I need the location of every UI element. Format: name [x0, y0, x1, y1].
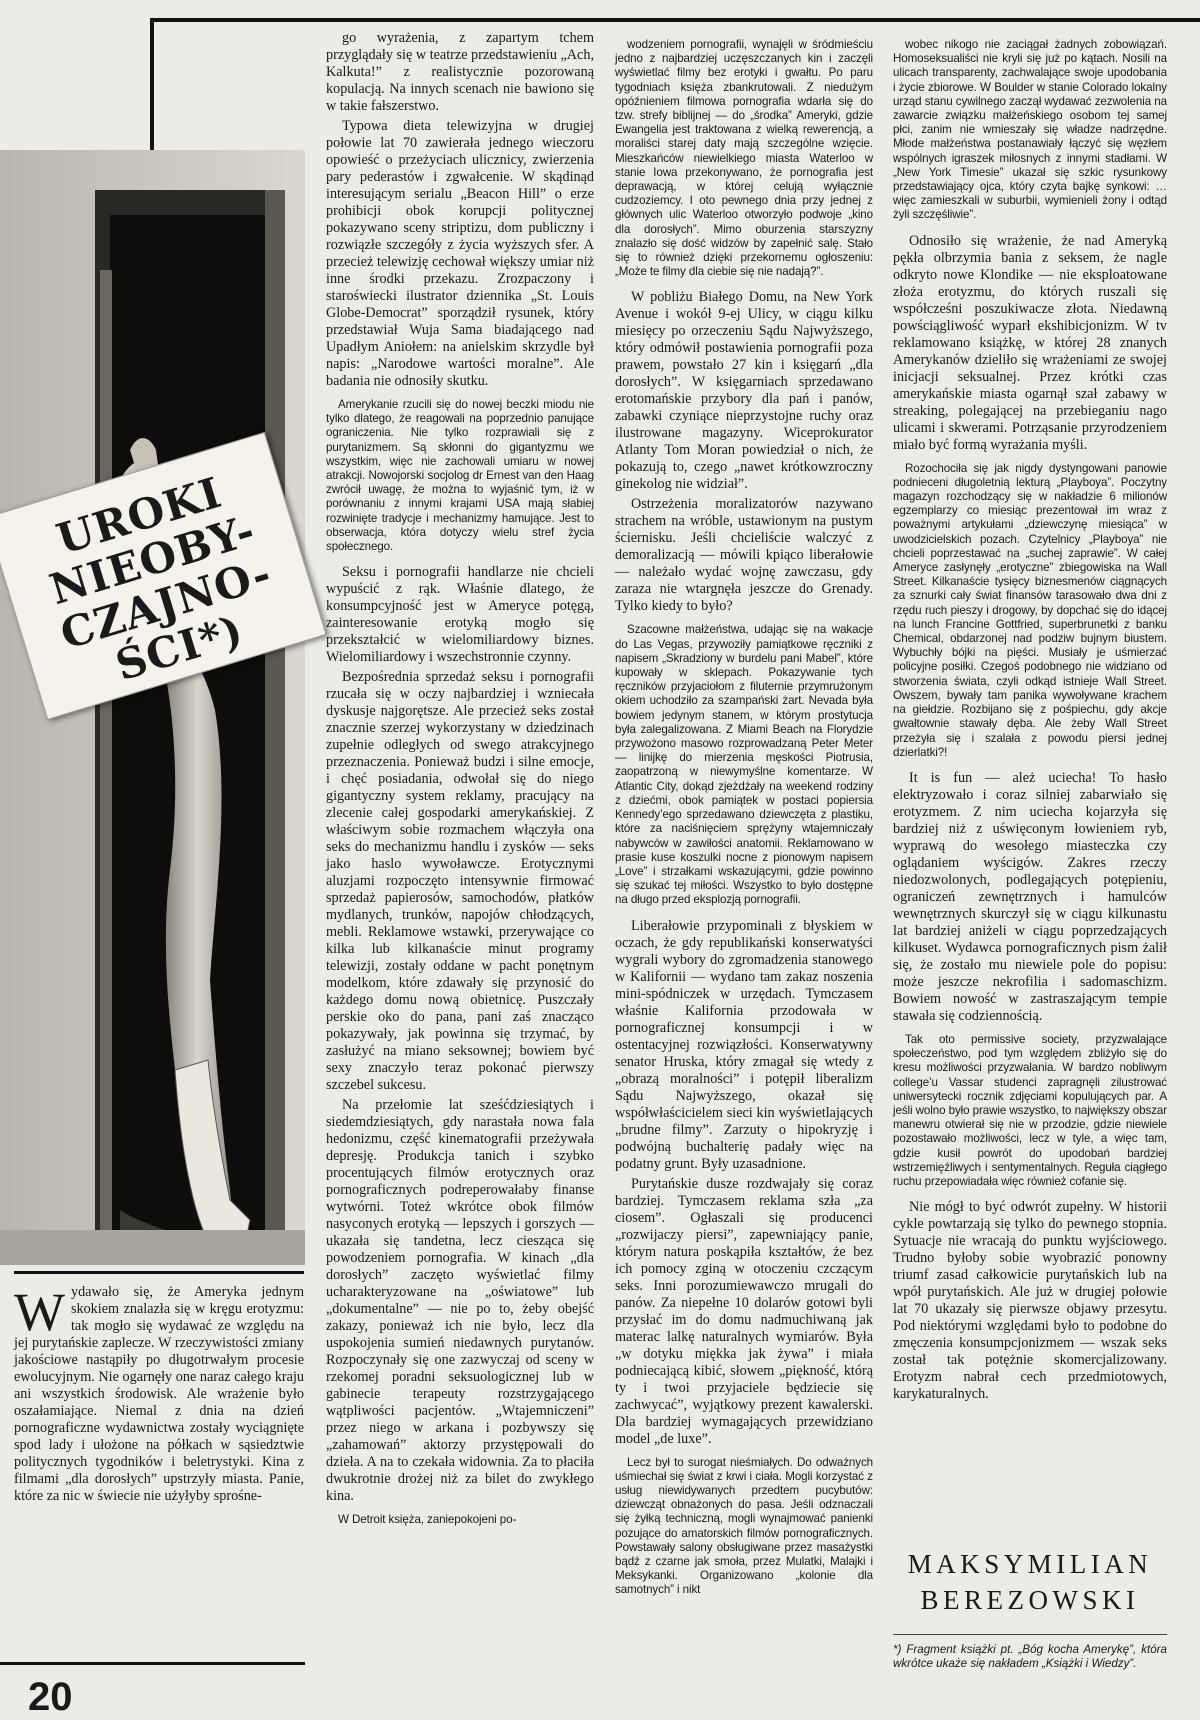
article-paragraph: Tak oto permissive society, przyzwalające społeczeństwo, pod tym względem zbliżyło się do kresu możliwości przyzwalania. W bardzo nobliwym college’u Vassar studenci zapragnęli zilustrować uniwersytecki rocznik zdjęciami kopulujących par. A jeśli wolno było prawie wszystko, to największy obszar manewru otwierał się nie w przodzie, gdzie niewiele pozostawało możliwości, lecz w tyle, a więc tam, gdzie kusił powrót do upodobań bardziej wstrzemięźliwych i sentymentalnych. Reguła ciągłego ruchu przepowiadała więc również cofanie się. — [893, 1032, 1167, 1188]
article-paragraph: Na przełomie lat sześćdziesiątych i siedemdziesiątych, gdy narastała nowa fala hedonizmu, część kinematografii przeżywała depresję. Produkcja tanich i szybko procentujących filmów erotycznych oraz pornograficznych podreperowałaby finanse wytwórni. Toteż wkrótce obok filmów nasyconych erotyką — lepszych i gorszych — ukazała się tandetna, lecz ciesząca się powodzeniem pornografia. W kinach „dla dorosłych” zaczęto wyświetlać filmy ucharakteryzowane na „oświatowe” lub „dokumentalne” — nie po to, żeby obejść zakazy, ponieważ ich nie było, lecz dla uspokojenia sumień niedawnych purytanów. Rozpoczynały się one zazwyczaj od sceny w rzekomej poradni seksuologicznej lub w gabinecie terapeuty rozstrzygającego wątpliwości pacjentów. „Wtajemniczeni” przez niego w arkana i pozbywszy się „zahamowań” aktorzy przystępowali do dzieła. A na to czekała widownia. Za to płaciła dwukrotnie drożej niż za bilet do zwykłego kina. — [326, 1097, 594, 1505]
intro-paragraph — [14, 1271, 304, 1505]
article-paragraph: go wyrażenia, z zapartym tchem przyglądały się w teatrze przedstawieniu „Ach, Kalkuta!” z realistycznie pozorowaną kopulacją. Na innych scenach nie bawiono się w takie fałszerstwo. — [326, 30, 594, 114]
article-paragraph: Odnosiło się wrażenie, że nad Ameryką pękła olbrzymia bania z seksem, że nagle odkryto nowe Klondike — nie eksploatowane złoża erotyzmu, do których ruszali się współcześni poszukiwacze złota. Niedawną powściągliwość wyparł ekshibicjonizm. W tv reklamowano książkę, w której 28 znanych Amerykanów dzieliło się wrażeniami ze swojej inicjacji seksualnej. Przez krótki czas amerykańskie miasta ogarnął szał zabawy w streaking, polegającej na przebieganiu nago ulicami i skwerami. Potrząsanie przyrodzeniem miało być formą wyrażania myśli. — [893, 232, 1167, 453]
dropcap-letter: W — [14, 1282, 65, 1342]
bottom-rule — [0, 1662, 305, 1665]
column-2 — [326, 30, 594, 1537]
article-paragraph: Rozochociła się jak nigdy dystyngowani panowie podnieceni długoletnią lekturą „Playboya”. Poczytny magazyn rozchodzący się w nakładzie 6 milionów egzemplarzy co miesiąc prezentował im wraz z poważnymi artykułami „dziewczynę miesiąca” w uwodzicielskich pozach. Czytelnicy „Playboya” nie chcieli poprzestawać na „suchej zaprawie”. W całej Ameryce zasłynęły „erotyczne” zbiegowiska na Wall Street. Kilkanaście tysięcy biznesmenów ciągnących za sznurki cały świat finansów tarasowało dwa dni z rzędu ruch pieszy i drogowy, by dopchać się do idącej na lunch Francine Gottfried, superbrunetki z banku Chemical, obdarzonej nad podziw bujnym biustem. Wybuchły bójki na pięści. Musiały je uśmierzać policyjne posiłki. Czegoś podobnego nie widziano od stworzenia świata, czyli odkąd istnieje Wall Street. Owszem, bywały tam panika wywoływane krachem na giełdzie. Rozbijano się z pośpiechu, gdy akcje gwałtownie stawały dęba. Ale żeby Wall Street przeżyła się i szalała z powodu piersi jednej dzierlatki?! — [893, 461, 1167, 759]
article-paragraph: Szacowne małżeństwa, udając się na wakacje do Las Vegas, przywoziły pamiątkowe ręczniki z napisem „Skradziony w burdelu pani Mabel”, które kupowały w sklepach. Pokazywanie tych ręczników przyjaciołom z filuternie przymrużonym okiem uchodziło za szampański żart. Nevada była bowiem jedynym stanem, w którym prostytucja była zalegalizowana. Z Miami Beach na Florydzie przywożono masowo rozprowadzaną Peter Meter — linijkę do mierzenia męskości Piotrusia, zaopatrzoną w niewymyślne komentarze. W Atlantic City, dokąd zjeżdżały na weekend rodziny z dziećmi, obok pamiątek w postaci popiersia Kennedy’ego sprzedawano dziewczęta z plastiku, które za naciśnięciem sprężyny wtajemniczały nabywców w zawiłości anatomii. Reklamowano w prasie kuse koszulki nocne z pionowym napisem „Love” i strzałkami wskazującymi, gdzie powinno się szukać tej miłości. Wszystko to było dostępne na długo przed eksplozją pornografii. — [615, 623, 873, 907]
article-paragraph: Amerykanie rzucili się do nowej beczki miodu nie tylko dlatego, że reagowali na poprzednio panujące ograniczenia. Nie tylko rozprawiali się z purytanizmem. Są skłonni do gigantyzmu we wszystkim, więc nie zachowali umiaru w nowej atrakcji. Nowojorski socjolog dr Ernest van den Haag zwrócił uwagę, że można to wyjaśnić tym, iż w porównaniu z innymi krajami USA mają słabiej rozwinięte tradycje i mechanizmy hamujące. Jest to obserwacja, która dotyczy wielu stref życia społecznego. — [326, 398, 594, 554]
article-paragraph: W Detroit księża, zaniepokojeni po- — [338, 1513, 517, 1527]
article-paragraph: It is fun — ależ uciecha! To hasło elektryzowało i coraz silniej zabarwiało się erotyzmem. Z nim uciecha kojarzyła się bardziej niż z uświęconym łowieniem ryb, wyprawą do wesołego miasteczka czy oglądaniem wyścigów. Zakres rzeczy niedozwolonych, podlegających potępieniu, ograniczeń zewnętrznych i hamulców wewnętrznych skurczył się w ciągu kilkunastu lat bardziej aniżeli w ciągu poprzedzających kilkuset. Wydawca pornograficznych pism żalił się, że zostało mu niewiele pole do popisu: może jeszcze nekrofilia i sadomaschizm. Bowiem nowość w zastraszającym tempie stawała się codziennością. — [893, 769, 1167, 1024]
article-paragraph: wodzeniem pornografii, wynajęli w śródmieściu jedno z najbardziej uczęszczanych kin i zaczęli wyświetlać filmy bez erotyki i gwałtu. Po paru tygodniach księża zbankrutowali. Z niedużym opóźnieniem filmowa pornografia wdarła się do tzw. strefy biblijnej — do „środka” Ameryki, gdzie Ewangelia jest traktowana z wielką rewerencją, a moraliści starej daty mają szczególne wzięcie. Mieszkańców niewielkiego miasta Waterloo w stanie Iowa przekonywano, że pornografia jest deprawacją, w której celują wyłącznie cudzoziemcy. I oto pewnego dnia przy jednej z głównych ulic Waterloo otworzyło podwoje „kino dla dorosłych”. Mimo oburzenia starszyzny znalazło się dość widzów by zapełnić salę. Stało się to również dzięki przekornemu ogłoszeniu: „Może te filmy dla ciebie się nie nadają?”. — [615, 38, 873, 279]
article-paragraph: Liberałowie przypominali z błyskiem w oczach, że gdy republikański konserwatyści wygrali wybory do zgromadzenia stanowego w Kalifornii — wydano tam zakaz noszenia mini-spódniczek w urzędach. Tymczasem właśnie Kalifornia przodowała w pornograficznej konsumpcji i w ostentacyjnej rozwiązłości. Konserwatywny senator Hruska, który zmagał się wtedy z „obrazą moralności” i potępił liberalizm Sądu Najwyższego, okazał się współwłaścicielem sieci kin wyświetlających „brudne filmy”. Zarzuty o hipokryzję i podwójną buchalterię padały więc na podatny grunt. Były uzasadnione. — [615, 917, 873, 1172]
frame-top-rule — [150, 18, 1200, 22]
article-title: UROKI NIEOBY- CZAJNO- ŚCI*) — [44, 467, 278, 691]
frame-left-rule — [150, 18, 154, 150]
article-paragraph: Lecz był to surogat nieśmiałych. Do odważnych uśmiechał się świat z krwi i ciała. Mogli korzystać z usług niewidywanych przedtem pucybutów: dziewcząt obnażonych do pasa. Jeśli odznaczali się żyłką techniczną, mogli wynajmować panienki pozujące do amatorskich filmów pornograficznych. Powstawały salony obsługiwane przez masażystki bądź z czarne jak smoła, przez Mulatki, Malajki i Meksykanki. Organizowano „kolonie dla samotnych” i nikt — [615, 1455, 873, 1597]
column-3 — [615, 30, 873, 1608]
page-number: 20 — [28, 1675, 73, 1719]
article-paragraph: Nie mógł to być odwrót zupełny. W historii cykle powtarzają się tylko do pewnego stopnia. Sytuacje nie wracają do punktu wyjściowego. Trudno byłoby sobie wyobrazić ponowny triumf zasad całkowicie purytańskich lub na wpół purytańskich. Ale już w drugiej połowie lat 70 ukazały się pierwsze objawy przesytu. Pod niektórymi względami było to podobne do zmęczenia konsumpcjonizmem — wszak seks został tak potężnie skomercjalizowany. Erotyzm nabrał cech przedmiotowych, karykaturalnych. — [893, 1199, 1167, 1403]
author-name: MAKSYMILIAN BEREZOWSKI — [907, 1549, 1153, 1615]
column-4 — [893, 30, 1167, 1406]
article-paragraph: W pobliżu Białego Domu, na New York Avenue i wokół 9-ej Ulicy, w ciągu kilku miesięcy po orzeczeniu Sądu Najwyższego, który odmówił postawienia pornografii poza prawem, powstało 27 kin i księgarń „dla dorosłych”. W księgarniach sprzedawano erotomańskie przybory dla pań i panów, zabawki czyniące nieprzystojne ruchy oraz ilustrowane magazyny. Wiceprokurator Atlanty Tom Moran powiedział o nich, że pokazują to, czego „nawet krótkowzroczny ginekolog nie widział”. — [615, 289, 873, 493]
article-paragraph: Ostrzeżenia moralizatorów nazywano strachem na wróble, ustawionym na pustym ściernisku. Jeśli chcieliście walczyć z demoralizacją — mówili kpiąco liberałowie — należało wydać wojnę zawczasu, gdy zaraza nie wtargnęła jeszcze do Grenady. Tylko kiedy to było? — [615, 496, 873, 615]
article-paragraph: Purytańskie dusze rozdwajały się coraz bardziej. Tymczasem reklama szła „za ciosem”. Ogłaszali się producenci „rozwijaczy piersi”, zapewniający panie, którym natura poskąpiła kształtów, że bez ich pomocy zginą w otoczeniu czczącym seks. Inni porozumiewawczo mrugali do panów. Za niepełne 10 dolarów gotowi byli przysłać im do domu nadmuchiwaną jak materac lalkę naturalnych wymiarów. Była „w dotyku miękka jak żywa” i miała podniecającą kibić, słowem „piękność, którą ty i twoi przyjaciele będziecie się zachwycać”, wyjątkowy prezent kawalerski. Dla bardziej wymagających przewidziano model „de luxe”. — [615, 1175, 873, 1447]
article-paragraph: Typowa dieta telewizyjna w drugiej połowie lat 70 zawierała jednego wieczoru opowieść o przeżyciach ulicznicy, zwierzenia pary pederastów i zgwałcenie. W skądinąd interesującym serialu „Beacon Hill” o erze prohibicji obok korupcji politycznej pokazywano sceny striptizu, dom publiczny i rozwiązłe szczegóły z życia wyższych sfer. A przecież telewizję cechował większy umiar niż inne środki przekazu. Zrozpaczony i staroświecki ilustrator dziennika „St. Louis Globe-Democrat” sporządził rysunek, który przedstawiał Wuja Sama biadającego nad Upadłym Aniołem: na anielskim skrzydle był napis: „Narodowe wartości moralne”. Ale badania nie odnosiły skutku. — [326, 118, 594, 389]
footnote: *) Fragment książki pt. „Bóg kocha Amerykę”, która wkrótce ukaże się nakładem „Książki i Wiedzy”. — [893, 1634, 1167, 1671]
article-paragraph: wobec nikogo nie zaciągał żadnych zobowiązań. Homoseksualiści nie kryli się już po kątach. Nosili na ulicach transparenty, zachwalające swoje upodobania i życie zbiorowe. W Boulder w stanie Colorado lokalny urząd stanu cywilnego zaczął wydawać zezwolenia na zawarcie związku małżeńskiego osobom tej samej płci, zanim nie wmieszały się władze nadrzędne. Młode małżeństwa postanawiały łączyć się węzłem wspólnych igraszek miłosnych z innymi stadłami. W „New York Timesie” ukazał się szkic rysunkowy przedstawiający ojca, który czyta bajkę synkowi: …więc zamieszkali w suburbii, wymienieli żony i odtąd żyli szczęśliwie”. — [893, 38, 1167, 222]
article-paragraph: Bezpośrednia sprzedaż seksu i pornografii rzucała się w oczy najbardziej i wzniecała dyskusje najgorętsze. Ale przecież seks został znacznie szerzej wykorzystany w dziedzinach zupełnie odległych od swego atrakcyjnego przeznaczenia. Ponieważ budzi i silne emocje, i chęć posiadania, odwołał się do niego gigantyczny system reklamy, pracujący na zlecenie całej gospodarki amerykańskiej. Z właściwym sobie rozmachem włączyła ona seks do mechanizmu handlu i zysków — seks jako haslo wywoławcze. Erotycznymi aluzjami rozpoczęto intensywnie firmować sprzedaż papierosów, samochodów, płatków mydlanych, trunków, napojów chłodzących, mebli. Reklamowe wstawki, przerywające co kilka lub kilkanaście minut programy telewizji, zostały oddane w pacht ponętnym modelkom, które zdawały się przynosić do każdego domu nową obietnicę. Puszczały perskie oko do pana, pani zaś znacząco pokazywały, jak powinna się trzymać, by zasłużyć na miano seksownej; bowiem być sexy znaczyło teraz pokonać pierwszy szczebel sukcesu. — [326, 669, 594, 1094]
article-paragraph: Seksu i pornografii handlarze nie chcieli wypuścić z rąk. Właśnie dlatego, że konsumpcyjność jest w Ameryce potęgą, zainteresowanie erotyką mogło się przekształcić w wielomiliardowy biznes. Wielomiliardowy i wszechstronnie czynny. — [326, 564, 594, 666]
intro-text: ydawało się, że Ameryka jednym skokiem znalazła się w kręgu erotyzmu: tak mogło się wydawać ze względu na jej purytańskie zaplecze. W rzeczywistości zmiany jakościowe nastąpiły po długotrwałym procesie ewolucyjnym. Nie ogarnęły one naraz całego kraju ani wszystkich środowisk. Ale wrażenie było oszałamiające. Niemal z dnia na dzień pornograficzne wydawnictwa zostały wyciągnięte spod lady i ułożone na półkach w sąsiedztwie politycznych tygodników i beletrystyki. Kina z filmami „dla dorosłych” upstrzyły miasta. Panie, które za nic w świecie nie użyłyby sprośne- — [14, 1284, 304, 1504]
